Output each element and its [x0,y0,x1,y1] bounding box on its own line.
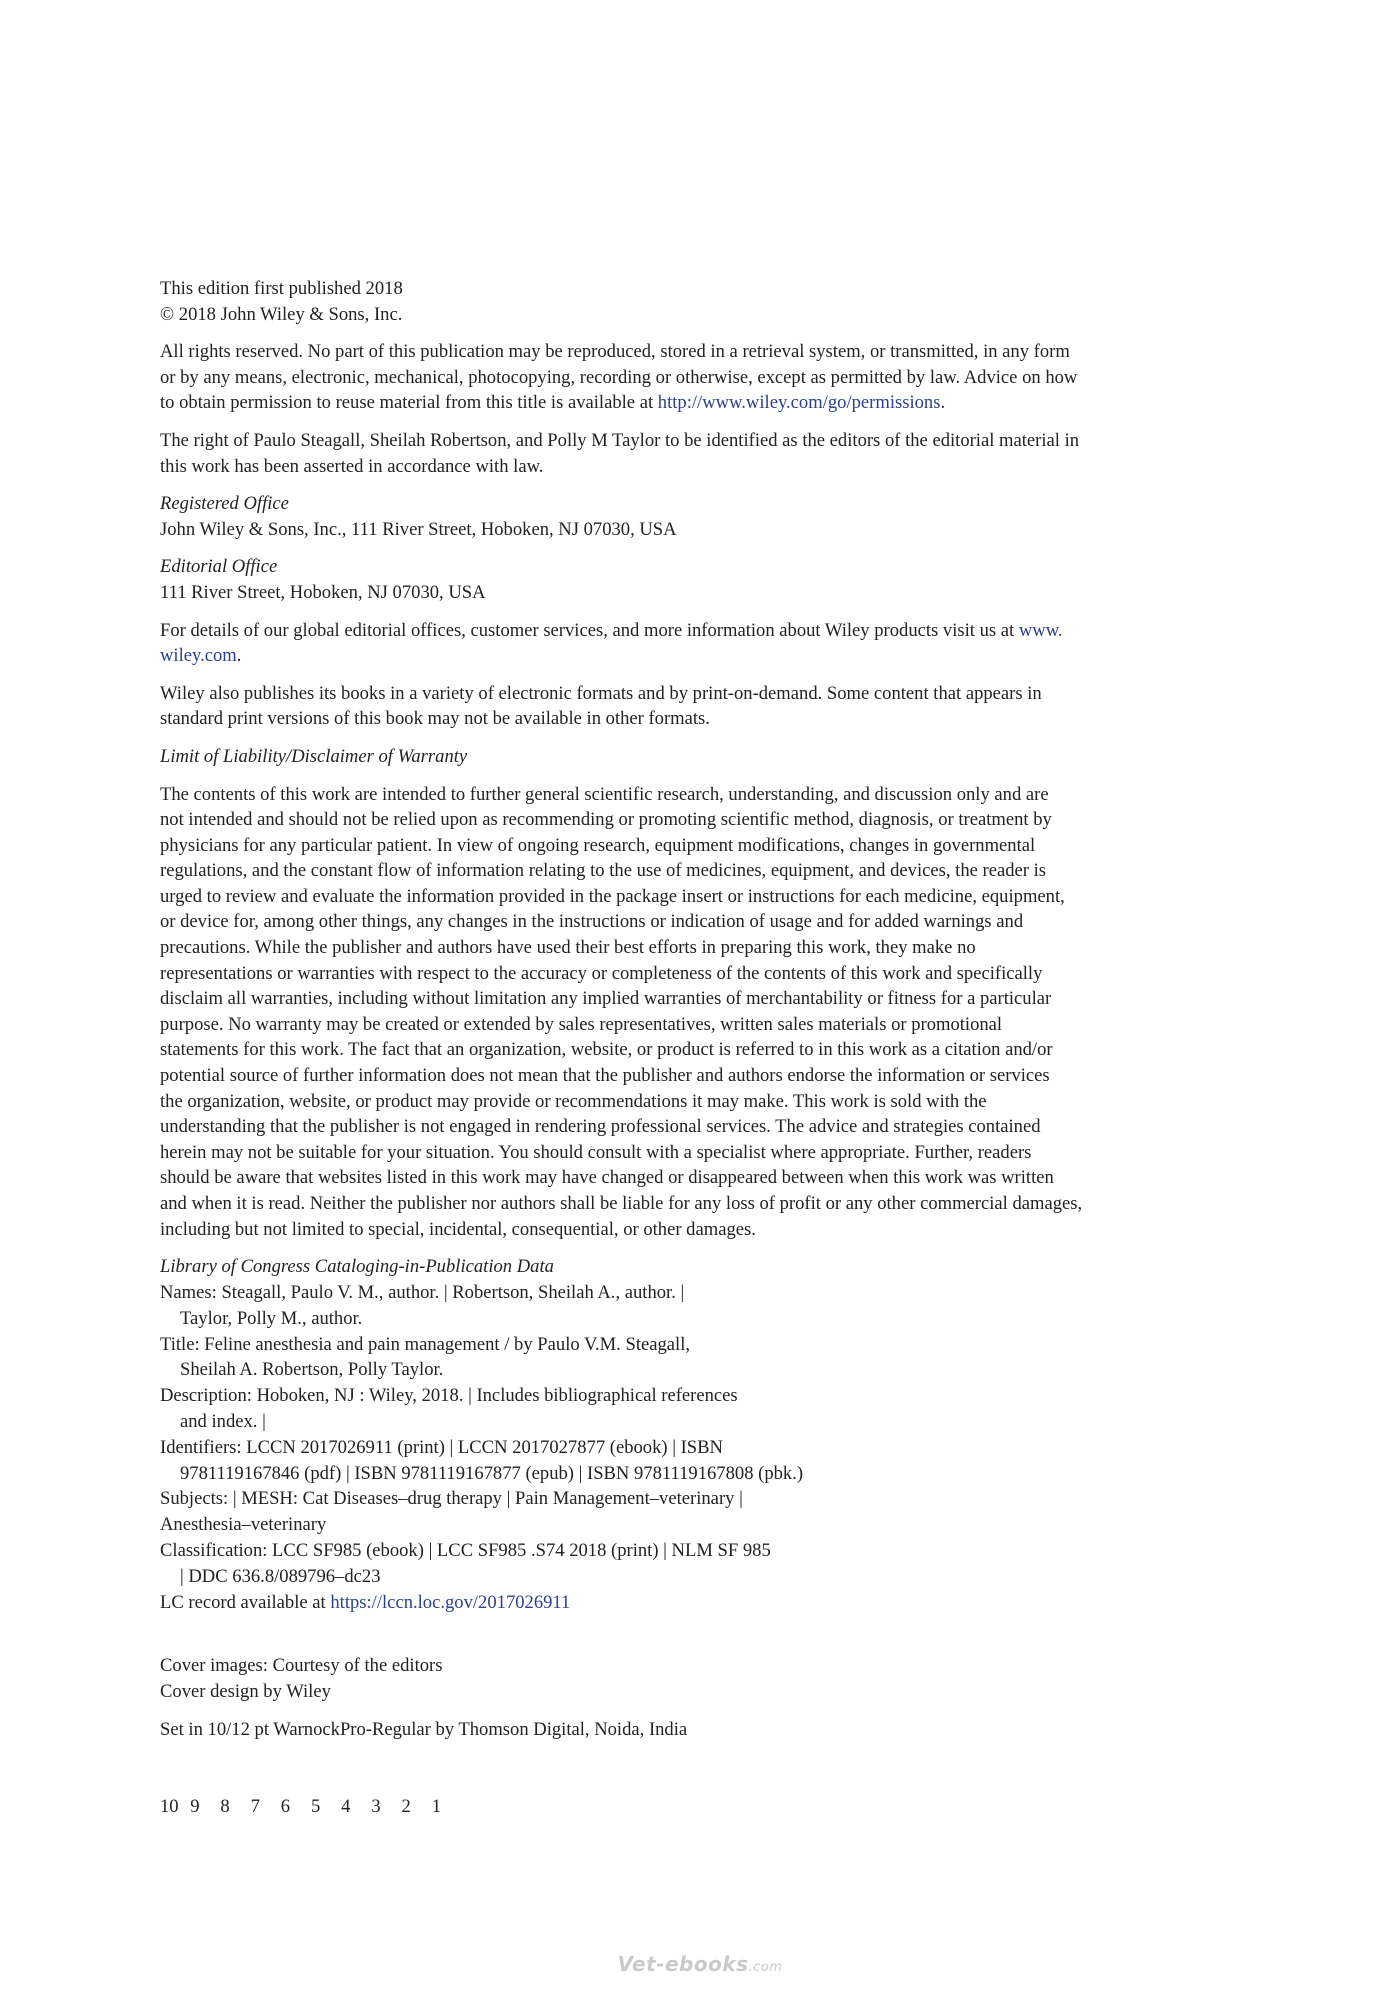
disclaimer-line: the organization, website, or product may provide or recommendations it may make. This work is sold with the [160,1090,987,1112]
permissions-link[interactable]: http://www.wiley.com/go/permissions [657,392,941,414]
lc-record-text: LC record available at [160,1591,331,1613]
print-number: 8 [220,1796,230,1817]
cip-data [160,1254,1200,1615]
cip-title: Title: Feline anesthesia and pain management / by Paulo V.M. Steagall, [160,1333,691,1355]
rights-period: . [940,392,946,414]
cip-subjects-cont: Anesthesia–veterinary [160,1514,327,1536]
cover-images-credit: Cover images: Courtesy of the editors [160,1655,443,1677]
watermark-suffix: .com [748,1960,783,1975]
registered-office-address: John Wiley & Sons, Inc., 111 River Street, Hoboken, NJ 07030, USA [160,518,677,540]
disclaimer-paragraph [160,782,1200,1243]
disclaimer-line: disclaim all warranties, including without limitation any implied warranties of merchantability or fitness for a particular [160,988,1052,1010]
copyright-text [160,276,1200,1754]
print-number: 5 [310,1796,321,1817]
disclaimer-line: representations or warranties with respect to the accuracy or completeness of the contents of this work and specifically [160,962,1043,984]
cip-identifiers-cont: 9781119167846 (pdf) | ISBN 9781119167877 (epub) | ISBN 9781119167808 (pbk.) [180,1462,804,1484]
disclaimer-line: purpose. No warranty may be created or extended by sales representatives, written sales materials or promotional [160,1013,1003,1035]
cip-lc-record [160,1590,1200,1616]
rights-line: or by any means, electronic, mechanical, photocopying, recording or otherwise, except as permitted by law. Advice on how [160,366,1078,388]
registered-office-heading: Registered Office [160,493,289,515]
rights-line [160,390,1200,416]
disclaimer-line: not intended and should not be relied upon as recommending or promoting scientific method, diagnosis, or treatment by [160,809,1052,831]
print-line [160,1794,462,1820]
lc-record-link[interactable]: https://lccn.loc.gov/2017026911 [330,1591,571,1613]
cip-classification: Classification: LCC SF985 (ebook) | LCC SF985 .S74 2018 (print) | NLM SF 985 [160,1539,771,1561]
disclaimer-line: including but not limited to special, incidental, consequential, or other damages. [160,1218,756,1240]
disclaimer-line: statements for this work. The fact that an organization, website, or product is referred to in this work as a citation and/or [160,1039,1053,1061]
cip-names: Names: Steagall, Paulo V. M., author. | Robertson, Sheilah A., author. | [160,1281,685,1303]
formats-paragraph [160,681,1200,732]
editors-right-line: The right of Paulo Steagall, Sheilah Robertson, and Polly M Taylor to be identified as the editors of the editorial material in [160,429,1080,451]
disclaimer-line: or device for, among other things, any changes in the instructions or indication of usage and for added warnings and [160,911,1024,933]
cip-heading: Library of Congress Cataloging-in-Publication Data [160,1256,554,1278]
print-number: 10 [160,1796,179,1817]
cip-identifiers: Identifiers: LCCN 2017026911 (print) | LCCN 2017027877 (ebook) | ISBN [160,1436,723,1458]
cip-title-cont: Sheilah A. Robertson, Polly Taylor. [180,1359,444,1381]
disclaimer-line: precautions. While the publisher and authors have used their best efforts in preparing this work, they make no [160,937,976,959]
print-number: 4 [341,1796,351,1817]
disclaimer-line: regulations, and the constant flow of information relating to the use of medicines, equipment, and devices, the reader is [160,860,1047,882]
cip-description: Description: Hoboken, NJ : Wiley, 2018. | Includes bibliographical references [160,1385,738,1407]
editorial-office-heading: Editorial Office [160,556,278,578]
typesetting-info [160,1717,1200,1743]
editorial-office-address: 111 River Street, Hoboken, NJ 07030, USA [160,581,486,603]
cover-design-credit: Cover design by Wiley [160,1680,331,1702]
wiley-link-part2[interactable]: wiley.com [160,645,237,667]
editors-right-paragraph [160,428,1200,479]
disclaimer-line: and when it is read. Neither the publisher nor authors shall be liable for any loss of profit or any other commercial damages, [160,1193,1083,1214]
cip-names-cont: Taylor, Polly M., author. [180,1307,363,1329]
global-offices-line [160,618,1200,644]
print-number: 2 [401,1796,411,1817]
disclaimer-line: The contents of this work are intended to further general scientific research, understanding, and discussion only and are [160,783,1049,805]
disclaimer-line: understanding that the publisher is not engaged in rendering professional services. The advice and strategies contained [160,1116,1041,1138]
print-number: 3 [371,1796,381,1817]
edition-line: This edition first published 2018 [160,278,403,299]
rights-line: All rights reserved. No part of this publication may be reproduced, stored in a retrieval system, or transmitted, in any form [160,341,1070,363]
watermark-logo [610,1952,790,1982]
rights-text: to obtain permission to reuse material from this title is available at [160,392,658,414]
print-number: 1 [431,1796,441,1817]
copyright-line: © 2018 John Wiley & Sons, Inc. [160,303,403,325]
disclaimer-line: potential source of further information does not mean that the publisher and authors endorse the information or services [160,1065,1050,1087]
watermark-main: Vet-ebooks [617,1952,749,1976]
typesetting-line: Set in 10/12 pt WarnockPro-Regular by Thomson Digital, Noida, India [160,1718,688,1740]
cip-classification-cont: | DDC 636.8/089796–dc23 [180,1565,381,1587]
print-number: 7 [250,1796,260,1817]
registered-office [160,491,1200,542]
wiley-link-part1[interactable]: www. [1018,619,1063,641]
disclaimer-heading: Limit of Liability/Disclaimer of Warranty [160,745,468,767]
global-offices-line [160,643,1200,669]
disclaimer-line: physicians for any particular patient. In view of ongoing research, equipment modifications, changes in governmental [160,834,1036,856]
disclaimer-line: urged to review and evaluate the information provided in the package insert or instructions for each medicine, equipment, [160,885,1065,907]
disclaimer-line: herein may not be suitable for your situation. You should consult with a specialist where appropriate. Further, readers [160,1141,1032,1163]
cover-credits [160,1653,1200,1704]
formats-line: standard print versions of this book may not be available in other formats. [160,708,710,730]
global-offices-text: For details of our global editorial offices, customer services, and more information about Wiley products visit us at [160,619,1019,641]
edition-info [160,276,1200,327]
disclaimer-heading-block [160,744,1200,770]
print-number: 6 [280,1796,291,1817]
editors-right-line: this work has been asserted in accordance with law. [160,455,544,477]
formats-line: Wiley also publishes its books in a variety of electronic formats and by print-on-demand. Some content that appears in [160,682,1042,704]
global-offices-paragraph [160,618,1200,669]
global-offices-period: . [236,645,242,667]
disclaimer-line: should be aware that websites listed in this work may have changed or disappeared between when this work was written [160,1167,1054,1189]
cip-subjects: Subjects: | MESH: Cat Diseases–drug therapy | Pain Management–veterinary | [160,1488,743,1510]
print-number: 9 [190,1796,200,1817]
cip-description-cont: and index. | [180,1410,266,1432]
rights-paragraph [160,339,1200,416]
editorial-office [160,554,1200,605]
